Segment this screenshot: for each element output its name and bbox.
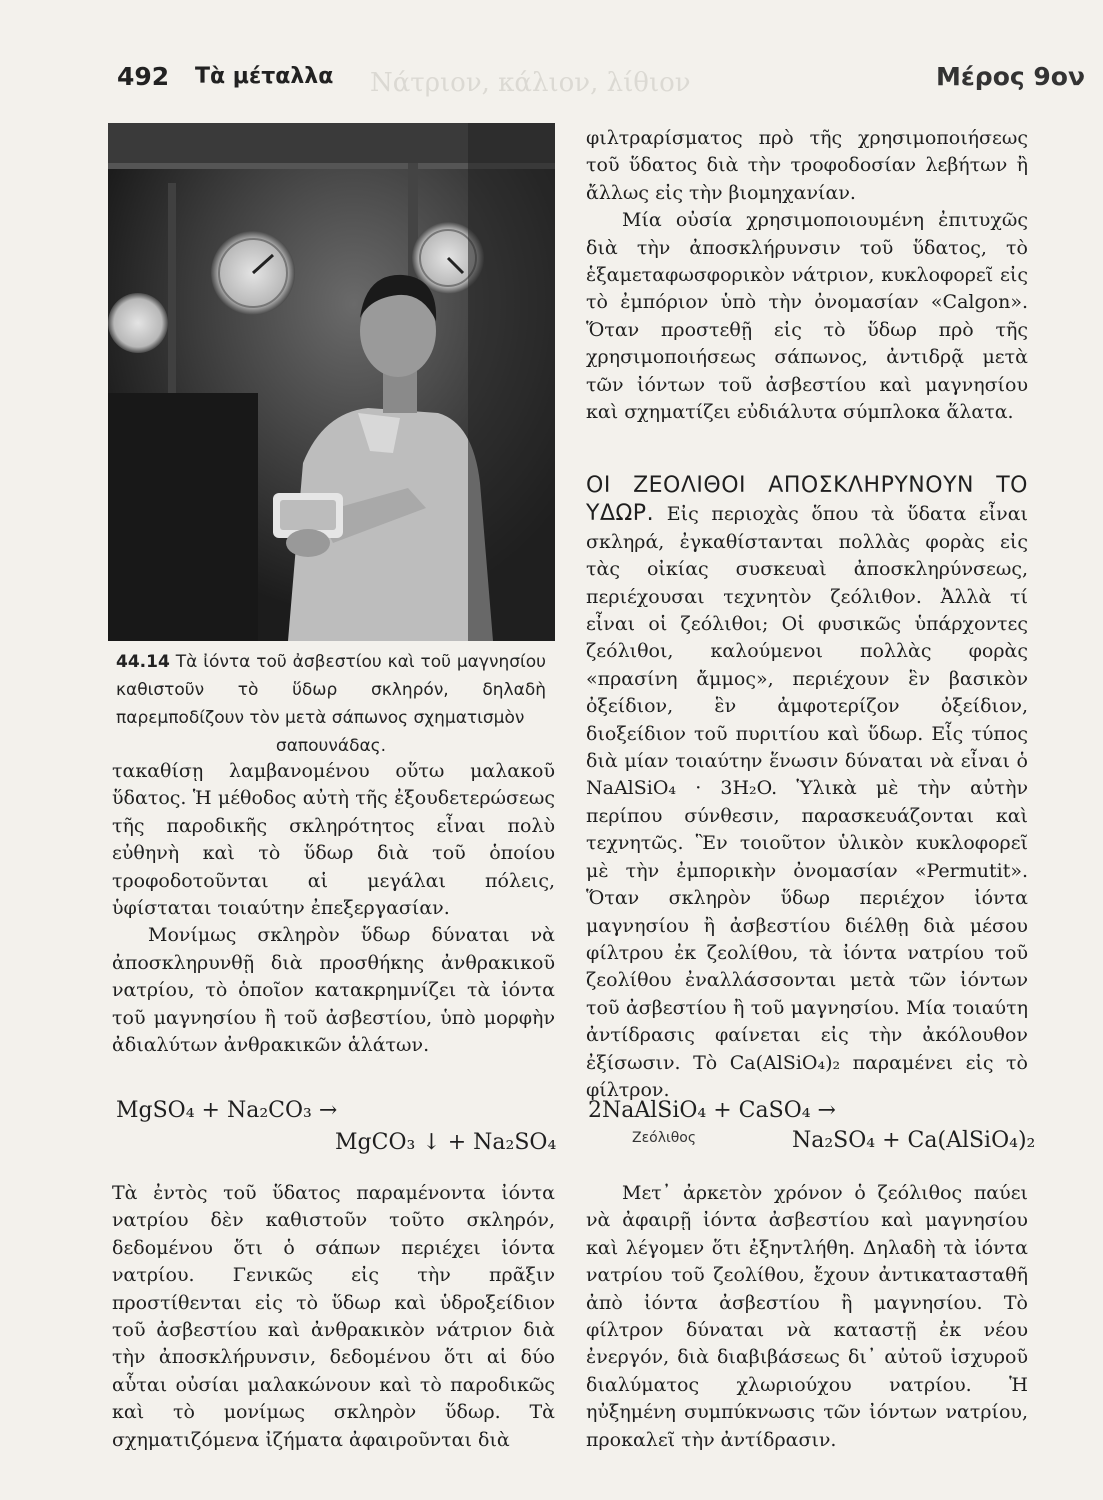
right-column-text <box>586 125 1028 426</box>
page-number: 492 <box>117 62 170 91</box>
left-column-text-lower <box>112 1180 555 1454</box>
page-header <box>0 58 1103 98</box>
right-column-text-lower <box>586 1180 1028 1454</box>
equation-1-rhs: MgCO₃ ↓ + Na₂SO₄ <box>335 1130 557 1155</box>
paragraph: φιλτραρίσματος πρὸ τῆς χρησιμοποιήσεως τοῦ ὕδατος διὰ τὴν τροφοδοσίαν λεβήτων ἢ ἄλλως εἰς τὴν βιομηχανίαν. <box>586 127 1028 204</box>
zeolite-label: Ζεόλιθος <box>632 1130 697 1146</box>
paragraph: τακαθίσῃ λαμβανομένου οὕτω μαλακοῦ ὕδατος. Ἡ μέθοδος αὐτὴ τῆς ἐξουδετερώσεως τῆς παροδικῆς σκληρότητος εἶναι πολὺ εὐθηνὴ καὶ τὸ ὕδωρ διὰ τοῦ ὁποίου τροφοδοτοῦνται αἱ μεγάλαι πόλεις, ὑφίσταται τοιαύτην ἐπεξεργασίαν. <box>112 760 555 920</box>
left-column-text <box>112 758 555 1059</box>
figure-photo <box>108 123 555 641</box>
equation-2-lhs: 2NaAlSiO₄ + CaSO₄ → <box>588 1098 836 1123</box>
paragraph: Μία οὐσία χρησιμοποιουμένη ἐπιτυχῶς διὰ τὴν ἀποσκλήρυνσιν τοῦ ὕδατος, τὸ ἑξαμεταφωσφορικὸν νάτριον, κυκλοφορεῖ εἰς τὸ ἐμπόριον ὑπὸ τὴν ὀνομασίαν «Calgon». Ὅταν προστεθῇ εἰς τὸ ὕδωρ πρὸ τῆς χρησιμοποιήσεως σάπωνος, ἀντιδρᾷ μετὰ τῶν ἰόντων τοῦ ἀσβεστίου καὶ μαγνησίου καὶ σχηματίζει εὐδιάλυτα σύμπλοκα ἅλατα. <box>586 209 1028 424</box>
chapter-title: Τὰ μέταλλα <box>195 64 334 89</box>
paragraph: Εἰς περιοχὰς ὅπου τὰ ὕδατα εἶναι σκληρά, ἐγκαθίστανται πολλὰς φορὰς εἰς τὰς οἰκίας συσκευαὶ ἀποσκληρύνσεως, περιέχουσαι τεχνητὸν ζεόλιθον. Ἀλλὰ τί εἶναι οἱ ζεόλιθοι; Οἱ φυσικῶς ὑπάρχοντες ζεόλιθοι, καλούμενοι πολλὰς φορὰς «πρασίνη ἄμμος», περιέχουν ἓν βασικὸν ὀξείδιον, ἓν ἀμφοτερίζον ὀξείδιον, διοξείδιον τοῦ πυριτίου καὶ ὕδωρ. Εἷς τύπος διὰ μίαν τοιαύτην ἕνωσιν δύναται νὰ εἶναι ὁ NaAlSiO₄ · 3H₂O. Ὑλικὰ μὲ τὴν αὐτὴν περίπου σύνθεσιν, παρασκευάζονται καὶ τεχνητῶς. Ἓν τοιοῦτον ὑλικὸν κυκλοφορεῖ μὲ τὴν ἐμπορικὴν ὀνομασίαν «Permutit». Ὅταν σκληρὸν ὕδωρ περιέχον ἰόντα μαγνησίου ἢ ἀσβεστίου διέλθῃ διὰ μέσου φίλτρου ἐκ ζεολίθου, τὰ ἰόντα νατρίου τοῦ ζεολίθου ἐναλλάσσονται μετὰ τῶν ἰόντων τοῦ ἀσβεστίου ἢ τοῦ μαγνησίου. Μία τοιαύτη ἀντίδρασις φαίνεται εἰς τὴν ἀκόλουθον ἐξίσωσιν. Τὸ Ca(AlSiO₄)₂ παραμένει εἰς τὸ φίλτρον. <box>586 503 1029 1101</box>
part-label: Μέρος 9ον <box>936 62 1085 91</box>
equation-1-lhs: MgSO₄ + Na₂CO₃ → <box>116 1098 338 1123</box>
paragraph: Μονίμως σκληρὸν ὕδωρ δύναται νὰ ἀποσκληρυνθῇ διὰ προσθήκης ἀνθρακικοῦ νατρίου, τὸ ὁποῖον κατακρημνίζει τὰ ἰόντα τοῦ μαγνησίου ἢ τοῦ ἀσβεστίου, ὑπὸ μορφὴν ἀδιαλύτων ἀνθρακικῶν ἁλάτων. <box>112 924 555 1057</box>
caption-text: Τὰ ἰόντα τοῦ ἀσβεστίου καὶ τοῦ μαγνησίου καθιστοῦν τὸ ὕδωρ σκληρόν, δηλαδὴ παρεμποδίζουν τὸν μετὰ σάπωνος σχηματισμὸν <box>116 652 546 728</box>
equation-2-rhs: Na₂SO₄ + Ca(AlSiO₄)₂ <box>792 1128 1036 1153</box>
figure-caption <box>116 648 546 760</box>
paragraph: Τὰ ἐντὸς τοῦ ὕδατος παραμένοντα ἰόντα νατρίου δὲν καθιστοῦν τοῦτο σκληρόν, δεδομένου ὅτι ὁ σάπων περιέχει ἰόντα νατρίου. Γενικῶς εἰς τὴν πρᾶξιν προστίθενται εἰς τὸ ὕδωρ καὶ ὑδροξείδιον τοῦ ἀσβεστίου καὶ ἀνθρακικὸν νάτριον διὰ τὴν ἀποσκλήρυνσιν, δεδομένου ὅτι αἱ δύο αὗται οὐσίαι μαλακώνουν καὶ τὸ παροδικῶς καὶ τὸ μονίμως σκληρὸν ὕδωρ. Τὰ σχηματιζόμενα ἰζήματα ἀφαιροῦνται διὰ <box>112 1182 555 1451</box>
photo-illustration <box>108 123 555 641</box>
paragraph: Μετ᾽ ἀρκετὸν χρόνον ὁ ζεόλιθος παύει νὰ ἀφαιρῇ ἰόντα ἀσβεστίου καὶ μαγνησίου καὶ λέγομεν ὅτι ἐξηντλήθη. Δηλαδὴ τὰ ἰόντα νατρίου τοῦ ζεολίθου, ἔχουν ἀντικατασταθῆ ἀπὸ ἰόντα ἀσβεστίου ἢ μαγνησίου. Τὸ φίλτρον δύναται νὰ καταστῇ ἐκ νέου ἐνεργόν, διὰ διαβιβάσεως δι᾽ αὐτοῦ ἰσχυροῦ διαλύματος χλωριούχου νατρίου. Ἡ ηὐξημένη συμπύκνωσις τῶν ἰόντων νατρίου, προκαλεῖ τὴν ἀντίδρασιν. <box>586 1182 1028 1451</box>
section-heading: ΟΙ ΖΕΟΛΙΘΟΙ ΑΠΟΣΚΛΗΡΥΝΟΥΝ ΤΟ ΥΔΩΡ. <box>586 473 1028 527</box>
right-column-section <box>586 472 1028 1104</box>
bleed-through-text: Νάτριον, κάλιον, λίθιον <box>370 68 691 98</box>
figure-number: 44.14 <box>116 652 170 672</box>
caption-last-line: σαπουνάδας. <box>275 736 387 756</box>
